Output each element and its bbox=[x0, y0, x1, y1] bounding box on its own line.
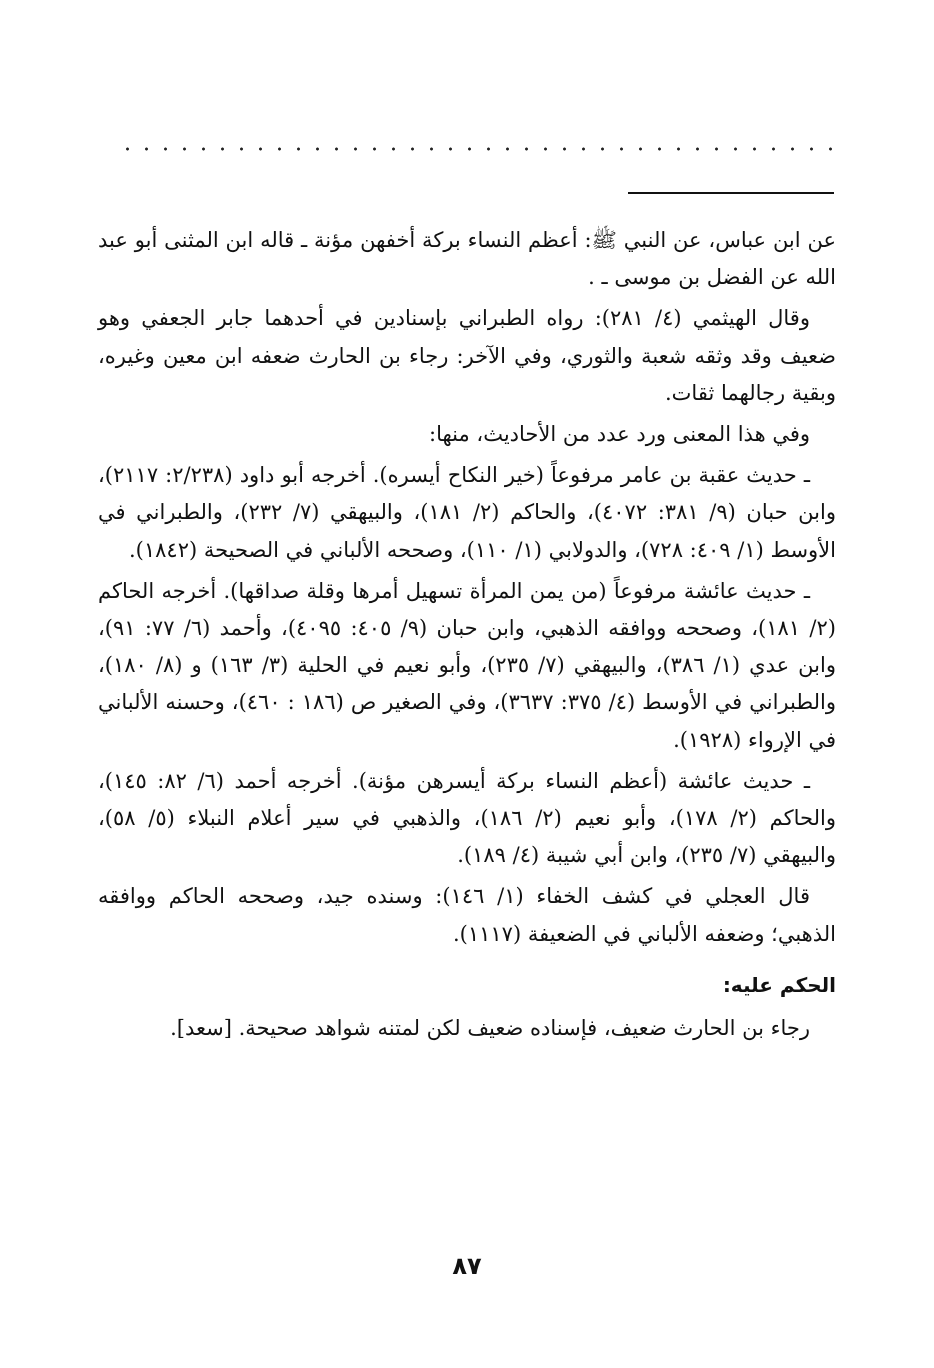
paragraph-aisha-hadith-1: ـ حديث عائشة مرفوعاً (من يمن المرأة تسهيل أمرها وقلة صداقها). أخرجه الحاكم (٢/ ١٨١)، وصححه ووافقه الذهبي، وابن حبان (٩/ ٤٠٥: ٤٠٩٥)، وأحمد (٦/ ٧٧: ٩١)، وابن عدي (١/ ٣٨٦)، والبيهقي (٧/ ٢٣٥)، وأبو نعيم في الحلية (٣/ ١٦٣) و (٨/ ١٨٠)، والطبراني في الأوسط (٤/ ٣٧٥: ٣٦٣٧)، وفي الصغير ص (١٨٦ : ٤٦٠)، وحسنه الألباني في الإرواء (١٩٢٨). bbox=[98, 578, 836, 752]
paragraph-uqba-hadith: ـ حديث عقبة بن عامر مرفوعاً (خير النكاح أيسره). أخرجه أبو داود (٢/٢٣٨: ٢١١٧)، وابن حبان (٩/ ٣٨١: ٤٠٧٢)، والحاكم (٢/ ١٨١)، والبيهقي (٧/ ٢٣٢)، والطبراني في الأوسط (١/ ٤٠٩: ٧٢٨)، والدولابي (١/ ١١٠)، وصححه الألباني في الصحيحة (١٨٤٢). bbox=[98, 463, 836, 562]
paragraph-haythami: وقال الهيثمي (٤/ ٢٨١): رواه الطبراني بإسنادين في أحدهما جابر الجعفي وهو ضعيف وقد وثقه شعبة والثوري، وفي الآخر: رجاء بن الحارث ضعفه ابن معين وغيره، وبقية رجالهما ثقات. bbox=[98, 306, 836, 405]
paragraph-ajluni: قال العجلي في كشف الخفاء (١/ ١٤٦): وسنده جيد، وصححه الحاكم ووافقه الذهبي؛ وضعفه الألباني في الضعيفة (١١١٧). bbox=[98, 884, 836, 946]
dotted-separator bbox=[118, 142, 834, 156]
section-heading-verdict: الحكم عليه: bbox=[722, 972, 836, 997]
paragraph-verdict: رجاء بن الحارث ضعيف، فإسناده ضعيف لكن لمتنه شواهد صحيحة. [سعد]. bbox=[170, 1016, 810, 1041]
paragraph-aisha-hadith-2: ـ حديث عائشة (أعظم النساء بركة أيسرهن مؤنة). أخرجه أحمد (٦/ ٨٢: ١٤٥)، والحاكم (٢/ ١٧٨)، وأبو نعيم (٢/ ١٨٦)، والذهبي في سير أعلام النبلاء (٥/ ٥٨)، والبيهقي (٧/ ٢٣٥)، وابن أبي شيبة (٤/ ١٨٩). bbox=[98, 768, 836, 868]
page-body bbox=[98, 222, 836, 1051]
page-number: ٨٧ bbox=[452, 1252, 482, 1280]
footnote-rule bbox=[628, 192, 834, 194]
paragraph-hadith-text: عن ابن عباس، عن النبي ﷺ: أعظم النساء بركة أخفهن مؤنة ـ قاله ابن المثنى أبو عبد الله عن الفضل بن موسى ـ . bbox=[98, 228, 836, 290]
paragraph-intro: وفي هذا المعنى ورد عدد من الأحاديث، منها: bbox=[429, 422, 810, 447]
